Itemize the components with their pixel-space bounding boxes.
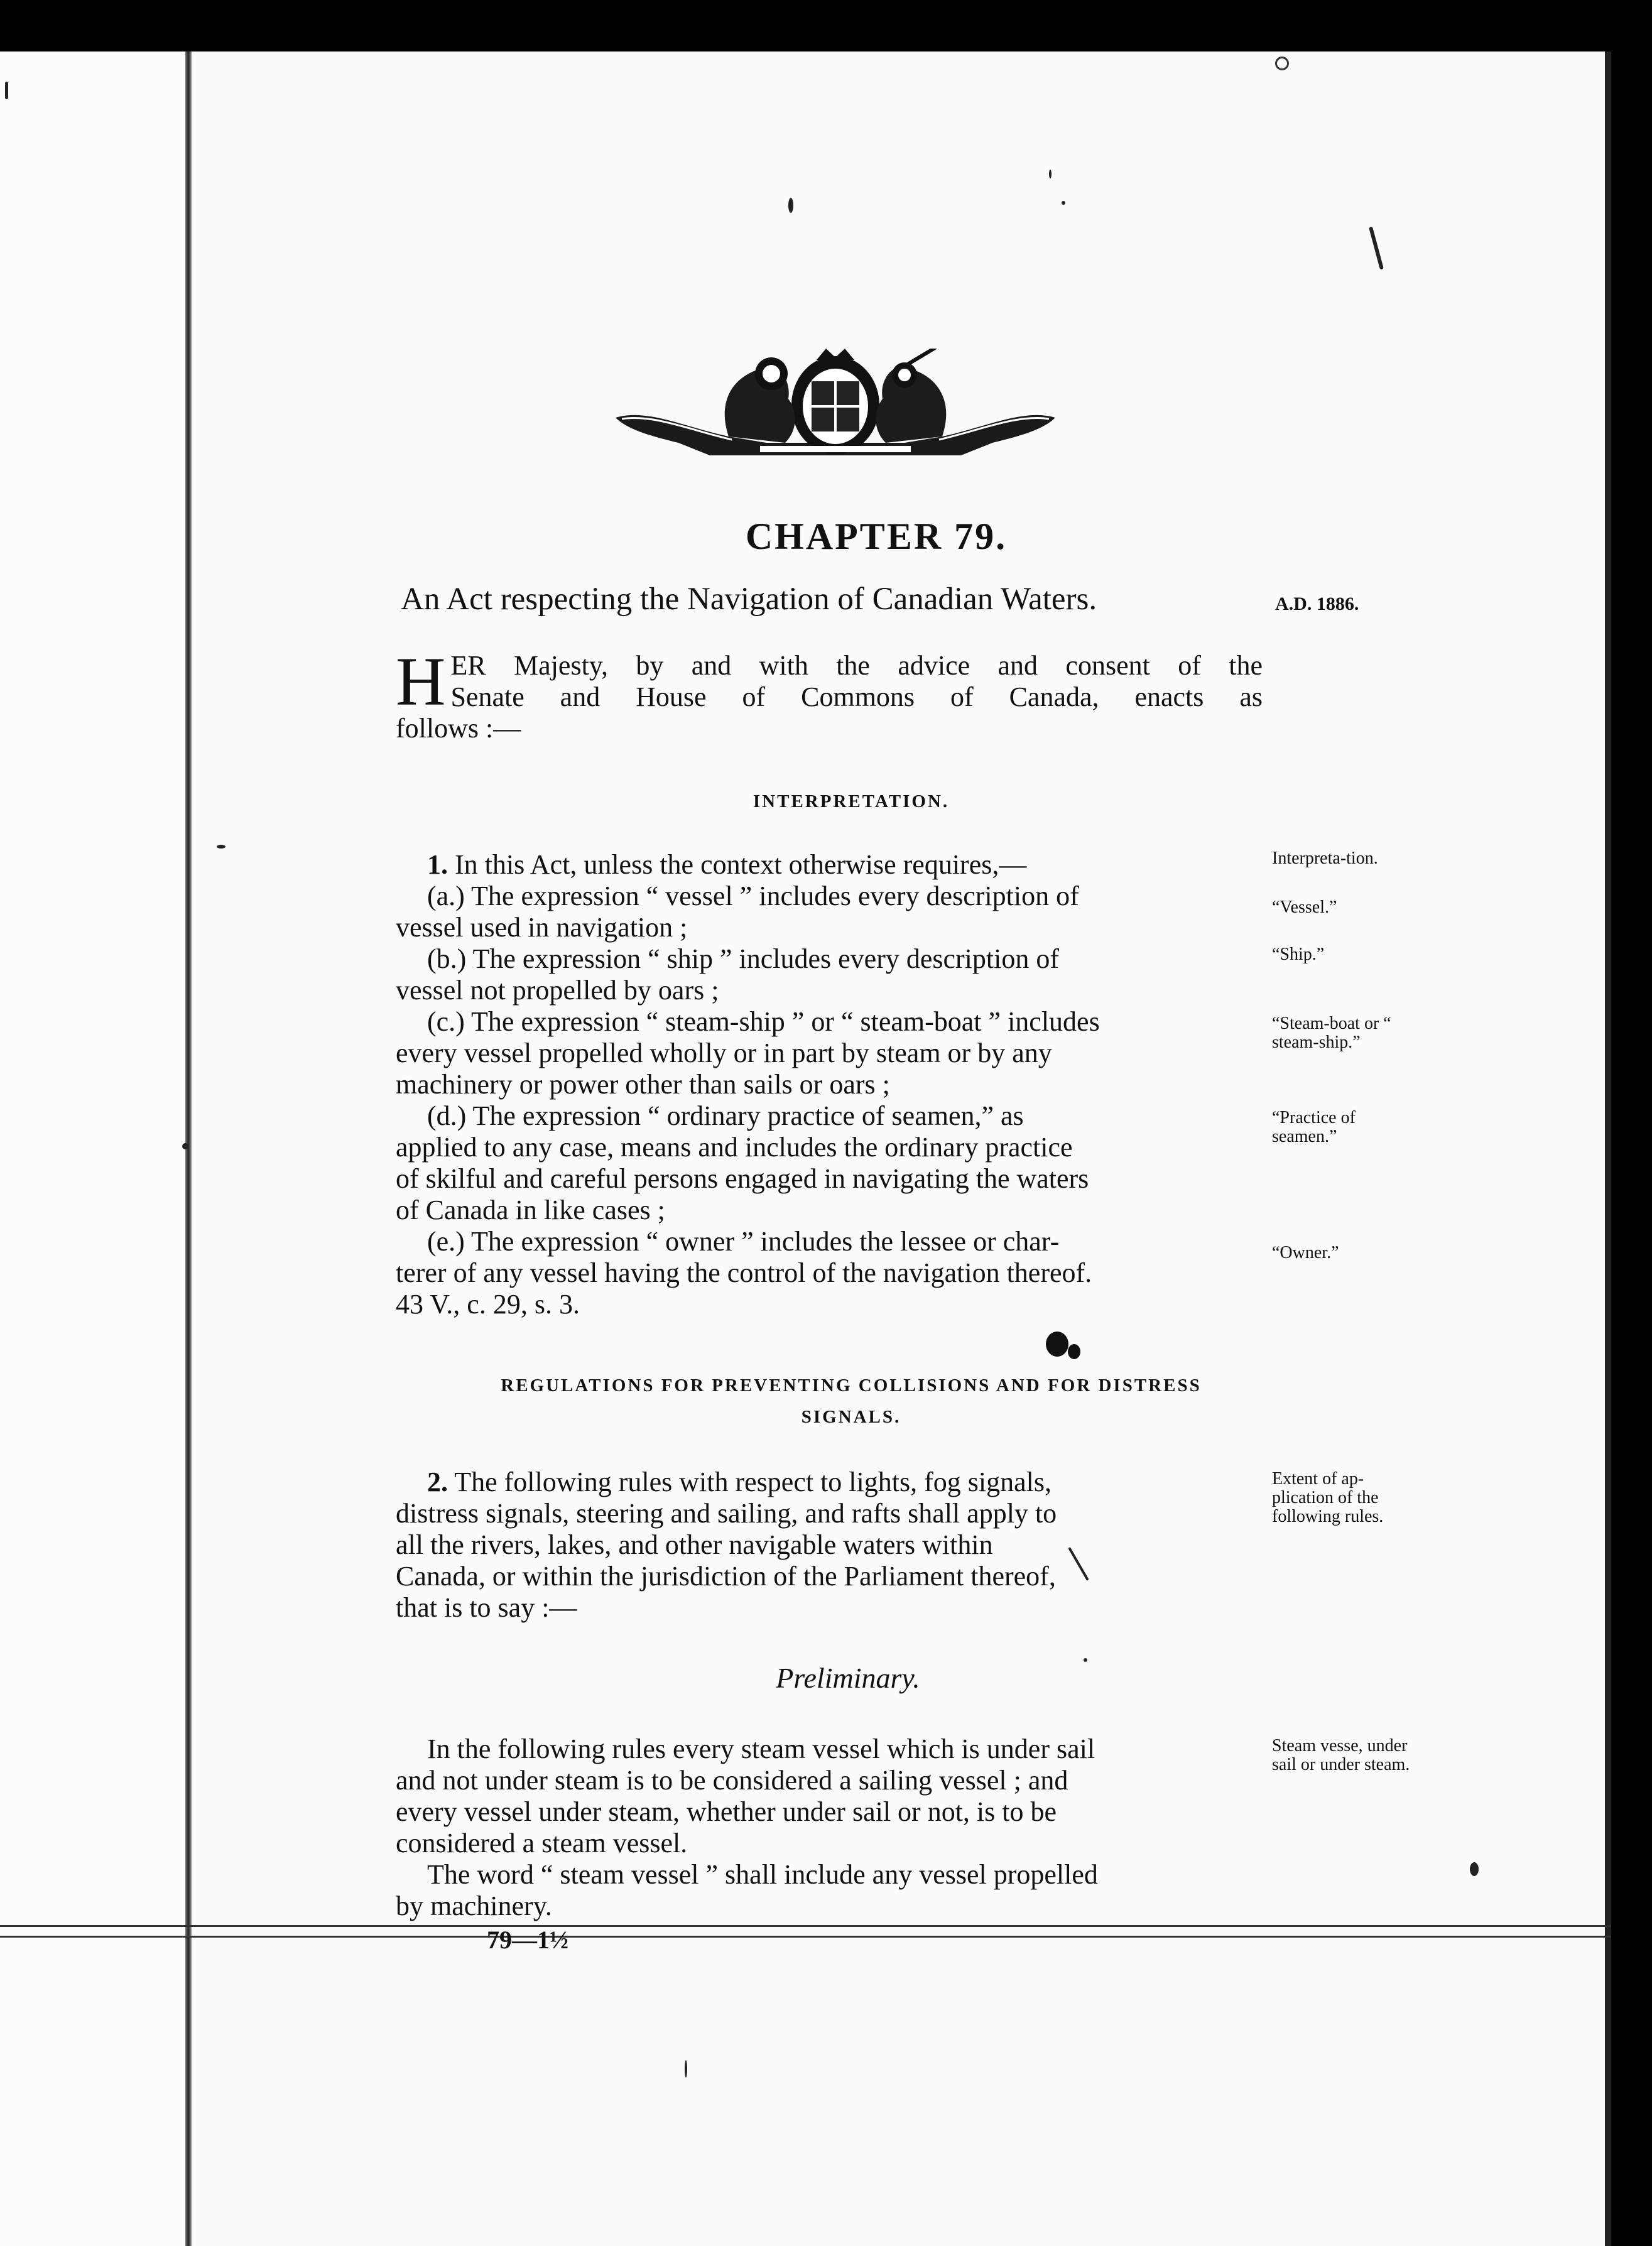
- bottom-rule: [0, 1936, 1611, 1938]
- scan-speck: [1275, 57, 1289, 70]
- clause-c-line: every vessel propelled wholly or in part by steam or by any: [396, 1038, 1052, 1068]
- clause-d-line: (d.) The expression “ ordinary practice of seamen,” as: [427, 1100, 1024, 1131]
- scan-speck: [788, 198, 793, 213]
- enacting-line: ER Majesty, by and with the advice and consent of the: [450, 650, 1263, 681]
- margin-note-interpretation: Interpreta-tion.: [1272, 849, 1378, 868]
- right-page-edge: [1605, 52, 1611, 2246]
- ink-blot: [1046, 1332, 1068, 1357]
- preliminary-line: In the following rules every steam vessel which is under sail: [427, 1733, 1095, 1764]
- section-2-line: distress signals, steering and sailing, and rafts shall apply to: [396, 1498, 1057, 1529]
- clause-b-line: vessel not propelled by oars ;: [396, 975, 719, 1006]
- scan-speck: [685, 2060, 687, 2078]
- section-intro: In this Act, unless the context otherwise requires,—: [455, 849, 1027, 880]
- scan-speck: [217, 845, 226, 849]
- preliminary-line: The word “ steam vessel ” shall include any vessel propelled: [427, 1859, 1098, 1890]
- clause-c-line: machinery or power other than sails or oars ;: [396, 1069, 890, 1100]
- page-number: 79—1½: [487, 1926, 568, 1954]
- clause-d-line: of Canada in like cases ;: [396, 1195, 665, 1225]
- preliminary-heading: Preliminary.: [776, 1662, 920, 1694]
- section-2: [396, 1467, 1263, 1624]
- scan-speck: [1049, 170, 1052, 178]
- left-binding-area: [0, 52, 188, 2246]
- ink-blot: [1068, 1344, 1080, 1359]
- scan-speck: [5, 82, 8, 99]
- section-heading-regulations-cont: SIGNALS.: [801, 1407, 901, 1427]
- scan-border-right: [1611, 0, 1652, 2246]
- preliminary-line: and not under steam is to be considered a sailing vessel ; and: [396, 1765, 1068, 1796]
- act-title: An Act respecting the Navigation of Canadian Waters.: [401, 582, 1097, 617]
- enacting-clause: [396, 643, 1263, 744]
- scan-speck: [1062, 201, 1065, 205]
- clause-b-line: (b.) The expression “ ship ” includes every description of: [427, 943, 1060, 974]
- section-1: [396, 849, 1263, 1320]
- margin-note-practice: “Practice of seamen.”: [1272, 1108, 1356, 1146]
- clause-e-line: terer of any vessel having the control of the navigation thereof.: [396, 1257, 1092, 1288]
- scan-speck: [182, 1143, 188, 1149]
- preliminary-line: by machinery.: [396, 1891, 552, 1921]
- margin-note-steam-boat: “Steam-boat or “ steam-ship.”: [1272, 1014, 1391, 1052]
- section-2-line: Canada, or within the jurisdiction of the Parliament thereof,: [396, 1561, 1056, 1592]
- section-heading-interpretation: INTERPRETATION.: [753, 791, 950, 811]
- margin-note-vessel: “Vessel.”: [1272, 898, 1337, 917]
- preliminary-text: [396, 1733, 1263, 1922]
- clause-a-line: (a.) The expression “ vessel ” includes every description of: [427, 881, 1079, 911]
- section-heading-regulations: REGULATIONS FOR PREVENTING COLLISIONS AND FOR DISTRESS: [501, 1375, 1202, 1396]
- section-number: 2.: [427, 1467, 448, 1497]
- royal-coat-of-arms-icon: [609, 349, 1062, 474]
- clause-d-line: applied to any case, means and includes the ordinary practice: [396, 1132, 1073, 1163]
- preliminary-line: considered a steam vessel.: [396, 1828, 688, 1858]
- enacting-line: follows :—: [396, 713, 521, 744]
- bottom-rule: [0, 1925, 1611, 1927]
- clause-c-line: (c.) The expression “ steam-ship ” or “ steam-boat ” includes: [427, 1006, 1100, 1037]
- chapter-heading: CHAPTER 79.: [745, 516, 1008, 557]
- dropcap-letter: H: [396, 643, 446, 720]
- clause-a-line: vessel used in navigation ;: [396, 912, 688, 943]
- margin-note-extent: Extent of ap-plication of the following rules.: [1272, 1469, 1384, 1526]
- clause-e-line: 43 V., c. 29, s. 3.: [396, 1289, 580, 1320]
- margin-note-ship: “Ship.”: [1272, 945, 1325, 964]
- clause-d-line: of skilful and careful persons engaged in navigating the waters: [396, 1163, 1089, 1194]
- section-2-line: that is to say :—: [396, 1592, 577, 1623]
- enacting-line: Senate and House of Commons of Canada, enacts as: [450, 681, 1263, 712]
- clause-e-line: (e.) The expression “ owner ” includes the lessee or char-: [427, 1226, 1060, 1257]
- section-number: 1.: [427, 849, 448, 880]
- section-2-line: all the rivers, lakes, and other navigable waters within: [396, 1529, 993, 1560]
- margin-note-owner: “Owner.”: [1272, 1243, 1339, 1262]
- preliminary-line: every vessel under steam, whether under sail or not, is to be: [396, 1796, 1057, 1827]
- act-date: A.D. 1886.: [1275, 594, 1359, 614]
- margin-note-steam-vessel: Steam vesse, under sail or under steam.: [1272, 1736, 1410, 1774]
- scan-speck: [1470, 1862, 1479, 1876]
- section-2-line: The following rules with respect to lights, fog signals,: [454, 1467, 1052, 1497]
